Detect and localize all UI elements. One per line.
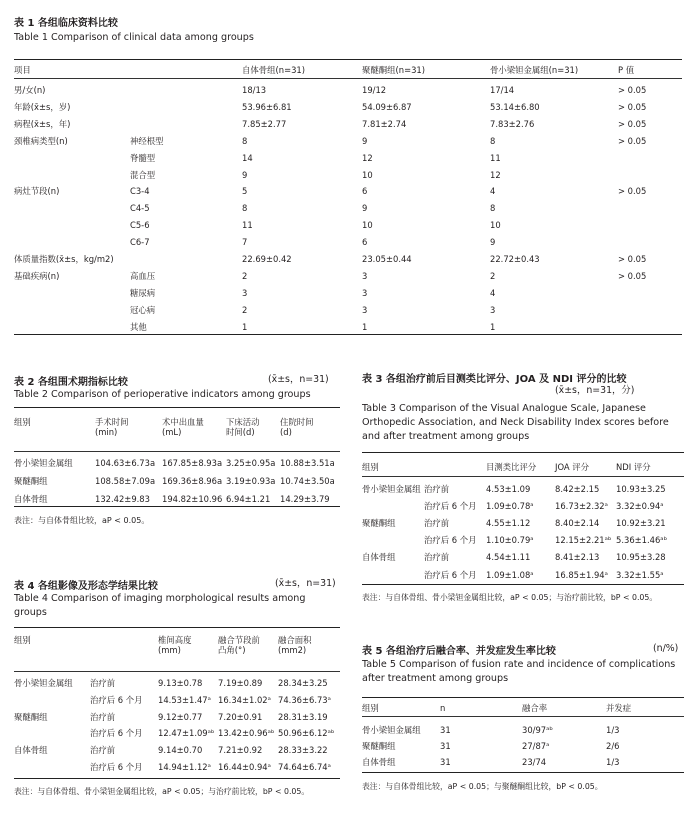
t4-table-cell: 50.96±6.12ᵃᵇ [278, 728, 335, 739]
t5-header-cell: 融合率 [522, 703, 548, 713]
t3-table-cell: 16.73±2.32ᵃ [555, 501, 608, 512]
t1-table-cell: 病灶节段(n) [14, 186, 60, 197]
t5-table-cell: 聚醚酮组 [362, 741, 396, 751]
t1-table-cell: 糖尿病 [130, 287, 156, 298]
t4-table-cell: 治疗前 [90, 711, 116, 722]
t2-table-cell: 194.82±10.96 [162, 494, 223, 504]
t1-table-cell: 3 [362, 270, 368, 281]
t5-table-cell: 30/97ᵃᵇ [522, 725, 554, 735]
t1-table-cell: > 0.05 [618, 85, 647, 95]
t3-table-cell: 12.15±2.21ᵃᵇ [555, 535, 612, 546]
t1-table-cell: 颈椎病类型(n) [14, 135, 68, 146]
t1-table-cell: 7.85±2.77 [242, 118, 287, 129]
t1-header-cell: 骨小梁钽金属组(n=31) [490, 65, 579, 75]
t4-table-cell: 7.20±0.91 [218, 711, 263, 722]
t1-table-cell: 脊髓型 [130, 152, 156, 163]
t4-table-cell: 74.36±6.73ᵃ [278, 694, 331, 705]
t3-header-cell: 组别 [362, 462, 379, 472]
t5-table-cell: 31 [440, 725, 451, 735]
table5-caption-en: Table 5 Comparison of fusion rate and incidence of complications after treatment among groups [362, 659, 676, 684]
t3-table-cell: 3.32±0.94ᵃ [616, 501, 664, 512]
t1-table-cell: 冠心病 [130, 304, 156, 315]
t5-table-cell: 2/6 [606, 741, 620, 751]
t1-table-cell: 10 [362, 169, 373, 180]
table1-bottom-rule [14, 334, 682, 335]
t3-table-cell: 1.09±1.08ᵃ [486, 569, 534, 580]
t1-table-cell: C6-7 [130, 237, 150, 248]
t1-table-cell: 1 [490, 321, 496, 332]
t3-table-cell: 治疗后 6 个月 [424, 569, 477, 580]
table3-caption-unit: (x̄±s，n=31，分) [555, 385, 635, 396]
t1-table-cell: 2 [242, 304, 248, 315]
table1-caption-cn: 表 1 各组临床资料比较 [14, 18, 118, 29]
t1-table-cell: 神经根型 [130, 135, 164, 146]
t5-table-cell: 自体骨组 [362, 757, 396, 767]
t1-table-cell: 体质量指数(x̄±s，kg/m2) [14, 254, 114, 264]
t1-table-cell: 9 [490, 237, 496, 248]
t1-table-cell: 9 [362, 135, 368, 146]
t2-table-cell: 167.85±8.93a [162, 458, 223, 468]
t1-table-cell: 12 [490, 169, 501, 180]
table3-caption-cn: 表 3 各组治疗前后目测类比评分、JOA 及 NDI 评分的比较 [362, 374, 627, 385]
t1-table-cell: 18/13 [242, 85, 267, 95]
t3-table-cell: 1.10±0.79ᵃ [486, 535, 534, 546]
t4-table-cell: 9.14±0.70 [158, 745, 203, 756]
t1-table-cell: C5-6 [130, 220, 150, 231]
t1-table-cell: 基础疾病(n) [14, 270, 60, 281]
t1-header-cell: 项目 [14, 65, 31, 75]
t2-table-cell: 104.63±6.73a [95, 458, 156, 468]
t1-table-cell: > 0.05 [618, 186, 647, 197]
t2-table-cell: 14.29±3.79 [280, 494, 330, 504]
t1-table-cell: 11 [242, 220, 253, 231]
t1-table-cell: 5 [242, 186, 248, 197]
t1-table-cell: 11 [490, 152, 501, 163]
t1-table-cell: 3 [490, 304, 496, 315]
t1-table-cell: 54.09±6.87 [362, 101, 412, 112]
table5-mid-rule [362, 716, 684, 717]
table3-bottom-rule [362, 584, 684, 585]
t4-table-cell: 9.13±0.78 [158, 678, 203, 688]
t3-table-cell: 治疗前 [424, 518, 450, 529]
t3-table-cell: 3.32±1.55ᵃ [616, 569, 664, 580]
t2-table-cell: 169.36±8.96a [162, 476, 223, 486]
t1-table-cell: 3 [362, 287, 368, 298]
t4-table-cell: 治疗前 [90, 678, 116, 688]
table5-caption-cn: 表 5 各组治疗后融合率、并发症发生率比较 [362, 646, 556, 657]
table3-caption-en: Table 3 Comparison of the Visual Analogue Scale, Japanese Orthopedic Association, and Neck Disability Index scores before and after treatment among groups [362, 403, 669, 442]
t1-table-cell: 22.69±0.42 [242, 254, 292, 264]
t3-header-cell: 目测类比评分 [486, 462, 537, 472]
t5-header-cell: 组别 [362, 703, 379, 713]
t3-table-cell: 治疗前 [424, 552, 450, 563]
table4-caption-cn: 表 4 各组影像及形态学结果比较 [14, 581, 158, 592]
t1-table-cell: C4-5 [130, 203, 150, 214]
table2-caption-en: Table 2 Comparison of perioperative indicators among groups [14, 389, 311, 400]
t3-header-cell: NDI 评分 [616, 462, 651, 472]
t1-table-cell: 4 [490, 186, 496, 197]
t1-table-cell: 19/12 [362, 85, 387, 95]
t1-table-cell: 8 [490, 203, 496, 214]
t4-table-cell: 13.42±0.96ᵃᵇ [218, 728, 275, 739]
t3-table-cell: 5.36±1.46ᵃᵇ [616, 535, 668, 546]
table1-top-rule [14, 59, 682, 60]
t5-table-cell: 31 [440, 757, 451, 767]
t1-table-cell: 53.14±6.80 [490, 101, 540, 112]
t1-table-cell: 12 [362, 152, 373, 163]
t4-table-cell: 治疗后 6 个月 [90, 728, 143, 739]
t3-table-cell: 1.09±0.78ᵃ [486, 501, 534, 512]
table5-bottom-rule [362, 772, 684, 773]
t2-table-cell: 3.25±0.95a [226, 458, 276, 468]
t2-header-cell: 下床活动 时间(d) [226, 417, 260, 437]
t1-table-cell: 10 [490, 220, 501, 231]
t1-table-cell: 3 [362, 304, 368, 315]
t4-table-cell: 治疗后 6 个月 [90, 762, 143, 772]
table2-mid-rule [14, 451, 340, 452]
t3-table-cell: 4.54±1.11 [486, 552, 531, 563]
t2-table-cell: 108.58±7.09a [95, 476, 156, 486]
t3-table-cell: 16.85±1.94ᵃ [555, 569, 608, 580]
t4-header-cell: 椎间高度 (mm) [158, 635, 192, 655]
t1-table-cell: 9 [242, 169, 248, 180]
t1-table-cell: 8 [242, 135, 248, 146]
t4-header-cell: 融合面积 (mm2) [278, 635, 312, 655]
table5-top-rule [362, 697, 684, 698]
t4-table-cell: 74.64±6.74ᵃ [278, 762, 331, 772]
t4-table-cell: 7.19±0.89 [218, 678, 263, 688]
t1-table-cell: > 0.05 [618, 101, 647, 112]
t2-table-cell: 6.94±1.21 [226, 494, 271, 504]
table4-caption-en: Table 4 Comparison of imaging morphological results among groups [14, 593, 306, 618]
t3-table-cell: 8.41±2.13 [555, 552, 600, 563]
t4-table-cell: 骨小梁钽金属组 [14, 678, 73, 688]
t1-table-cell: 7.81±2.74 [362, 118, 407, 129]
t1-table-cell: 病程(x̄±s，年) [14, 118, 71, 129]
table2-bottom-rule [14, 506, 340, 507]
table2-caption-cn: 表 2 各组围术期指标比较 [14, 377, 128, 388]
t1-table-cell: 10 [362, 220, 373, 231]
t1-table-cell: 14 [242, 152, 253, 163]
t3-table-cell: 10.93±3.25 [616, 484, 666, 494]
t2-header-cell: 手术时间 (min) [95, 417, 129, 437]
t1-table-cell: > 0.05 [618, 254, 647, 264]
t2-header-cell: 住院时间 (d) [280, 417, 314, 437]
table4-note: 表注：与自体骨组、骨小梁钽金属组比较，aP < 0.05；与治疗前比较，bP < 0.05。 [14, 787, 310, 796]
t3-table-cell: 治疗前 [424, 484, 450, 494]
t1-table-cell: 7.83±2.76 [490, 118, 535, 129]
table3-mid-rule [362, 476, 684, 477]
t4-table-cell: 治疗后 6 个月 [90, 694, 143, 705]
t1-table-cell: > 0.05 [618, 270, 647, 281]
t2-table-cell: 3.19±0.93a [226, 476, 276, 486]
t3-header-cell: JOA 评分 [555, 462, 590, 472]
t1-table-cell: > 0.05 [618, 135, 647, 146]
t2-table-cell: 10.88±3.51a [280, 458, 335, 468]
t2-table-cell: 132.42±9.83 [95, 494, 150, 504]
table2-note: 表注：与自体骨组比较，aP < 0.05。 [14, 516, 150, 525]
t3-table-cell: 8.42±2.15 [555, 484, 600, 494]
table2-top-rule [14, 407, 340, 408]
t1-table-cell: 8 [242, 203, 248, 214]
t1-table-cell: 22.72±0.43 [490, 254, 540, 264]
t1-table-cell: 8 [490, 135, 496, 146]
t3-table-cell: 10.92±3.21 [616, 518, 666, 529]
t1-table-cell: 2 [242, 270, 248, 281]
t5-table-cell: 骨小梁钽金属组 [362, 725, 421, 735]
t1-table-cell: 年龄(x̄±s，岁) [14, 101, 71, 112]
t2-table-cell: 自体骨组 [14, 494, 48, 504]
t1-table-cell: 1 [362, 321, 368, 332]
t1-table-cell: C3-4 [130, 186, 150, 197]
t1-table-cell: 6 [362, 237, 368, 248]
t2-table-cell: 聚醚酮组 [14, 476, 48, 486]
t1-table-cell: 23.05±0.44 [362, 254, 412, 264]
t2-table-cell: 10.74±3.50a [280, 476, 335, 486]
t3-table-cell: 4.55±1.12 [486, 518, 531, 529]
t1-table-cell: 53.96±6.81 [242, 101, 292, 112]
t3-table-cell: 骨小梁钽金属组 [362, 484, 421, 494]
t3-table-cell: 治疗后 6 个月 [424, 501, 477, 512]
t1-table-cell: 7 [242, 237, 248, 248]
t2-header-cell: 术中出血量 (mL) [162, 417, 204, 437]
t3-table-cell: 8.40±2.14 [555, 518, 600, 529]
t4-table-cell: 28.33±3.22 [278, 745, 328, 756]
t4-table-cell: 7.21±0.92 [218, 745, 263, 756]
t4-table-cell: 12.47±1.09ᵃᵇ [158, 728, 215, 739]
t1-table-cell: 混合型 [130, 169, 156, 180]
t1-header-cell: P 值 [618, 65, 635, 75]
t1-table-cell: 男/女(n) [14, 85, 46, 95]
t4-table-cell: 28.34±3.25 [278, 678, 328, 688]
t5-table-cell: 1/3 [606, 757, 620, 767]
t1-table-cell: 其他 [130, 321, 147, 332]
t1-header-cell: 自体骨组(n=31) [242, 65, 306, 75]
t4-table-cell: 16.44±0.94ᵃ [218, 762, 271, 772]
t3-table-cell: 10.95±3.28 [616, 552, 666, 563]
t1-table-cell: 4 [490, 287, 496, 298]
t5-header-cell: n [440, 703, 446, 713]
t5-header-cell: 并发症 [606, 703, 632, 713]
t3-table-cell: 治疗后 6 个月 [424, 535, 477, 546]
t1-table-cell: 6 [362, 186, 368, 197]
table4-caption-unit: (x̄±s，n=31) [275, 578, 336, 589]
t4-header-cell: 融合节段前 凸角(°) [218, 635, 260, 655]
t1-table-cell: 3 [242, 287, 248, 298]
table2-caption-unit: (x̄±s，n=31) [268, 374, 329, 385]
t2-table-cell: 骨小梁钽金属组 [14, 458, 73, 468]
t1-table-cell: 9 [362, 203, 368, 214]
t4-table-cell: 16.34±1.02ᵃ [218, 694, 271, 705]
t2-header-cell: 组别 [14, 417, 31, 427]
t1-table-cell: 17/14 [490, 85, 515, 95]
t1-table-cell: 高血压 [130, 270, 156, 281]
table5-note: 表注：与自体骨组比较，aP < 0.05；与聚醚酮组比较，bP < 0.05。 [362, 782, 603, 791]
t4-header-cell: 组别 [14, 635, 31, 645]
t4-table-cell: 9.12±0.77 [158, 711, 203, 722]
t1-table-cell: > 0.05 [618, 118, 647, 129]
t3-table-cell: 自体骨组 [362, 552, 396, 563]
table1-mid-rule [14, 78, 682, 79]
table4-top-rule [14, 627, 340, 628]
t3-table-cell: 聚醚酮组 [362, 518, 396, 529]
t1-table-cell: 2 [490, 270, 496, 281]
t4-table-cell: 自体骨组 [14, 745, 48, 756]
table3-note: 表注：与自体骨组、骨小梁钽金属组比较，aP < 0.05；与治疗前比较，bP < 0.05。 [362, 593, 658, 602]
table3-top-rule [362, 452, 684, 453]
t4-table-cell: 治疗前 [90, 745, 116, 756]
t1-header-cell: 聚醚酮组(n=31) [362, 65, 426, 75]
t5-table-cell: 31 [440, 741, 451, 751]
t5-table-cell: 23/74 [522, 757, 547, 767]
t5-table-cell: 27/87ᵃ [522, 741, 550, 751]
t4-table-cell: 14.94±1.12ᵃ [158, 762, 211, 772]
table4-mid-rule [14, 671, 340, 672]
t1-table-cell: 1 [242, 321, 248, 332]
t5-table-cell: 1/3 [606, 725, 620, 735]
table4-bottom-rule [14, 778, 340, 779]
t4-table-cell: 聚醚酮组 [14, 711, 48, 722]
table1-caption-en: Table 1 Comparison of clinical data among groups [14, 32, 254, 43]
t4-table-cell: 28.31±3.19 [278, 711, 328, 722]
t4-table-cell: 14.53±1.47ᵃ [158, 694, 211, 705]
t3-table-cell: 4.53±1.09 [486, 484, 531, 494]
table5-caption-unit: (n/%) [653, 643, 679, 654]
